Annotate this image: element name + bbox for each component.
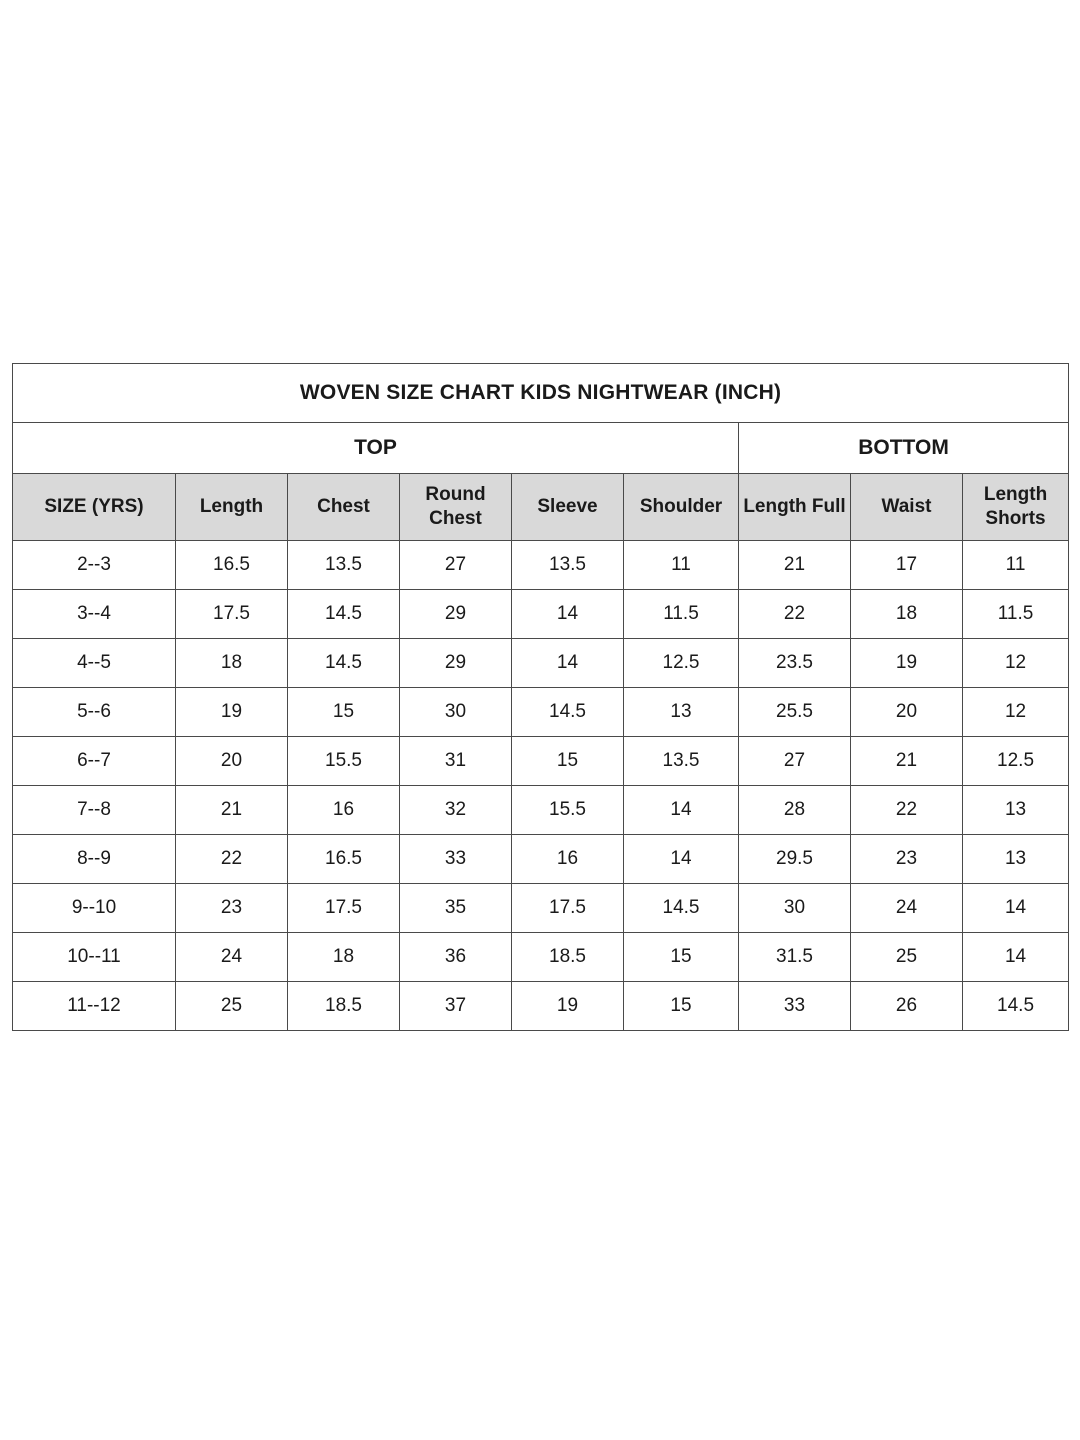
cell-waist: 19 bbox=[851, 639, 963, 688]
cell-shoulder: 12.5 bbox=[624, 639, 739, 688]
cell-length-shorts: 13 bbox=[963, 835, 1069, 884]
cell-chest: 18 bbox=[288, 933, 400, 982]
group-header-bottom: BOTTOM bbox=[739, 423, 1069, 474]
cell-sleeve: 14 bbox=[512, 639, 624, 688]
cell-chest: 16 bbox=[288, 786, 400, 835]
cell-length-full: 33 bbox=[739, 982, 851, 1031]
cell-length-shorts: 14 bbox=[963, 884, 1069, 933]
column-header-size: SIZE (YRS) bbox=[13, 474, 176, 541]
cell-size: 10--11 bbox=[13, 933, 176, 982]
table-row bbox=[13, 835, 1069, 884]
cell-round-chest: 29 bbox=[400, 639, 512, 688]
cell-sleeve: 19 bbox=[512, 982, 624, 1031]
cell-round-chest: 30 bbox=[400, 688, 512, 737]
column-header-length-full: Length Full bbox=[739, 474, 851, 541]
cell-waist: 22 bbox=[851, 786, 963, 835]
cell-chest: 17.5 bbox=[288, 884, 400, 933]
cell-size: 3--4 bbox=[13, 590, 176, 639]
table-title-row bbox=[13, 364, 1069, 423]
cell-shoulder: 15 bbox=[624, 982, 739, 1031]
table-body bbox=[13, 364, 1069, 1031]
cell-waist: 26 bbox=[851, 982, 963, 1031]
column-header-shoulder: Shoulder bbox=[624, 474, 739, 541]
cell-length-full: 30 bbox=[739, 884, 851, 933]
cell-length-shorts: 12 bbox=[963, 639, 1069, 688]
cell-sleeve: 18.5 bbox=[512, 933, 624, 982]
cell-size: 9--10 bbox=[13, 884, 176, 933]
cell-length-full: 22 bbox=[739, 590, 851, 639]
cell-waist: 25 bbox=[851, 933, 963, 982]
cell-length-full: 21 bbox=[739, 541, 851, 590]
column-header-sleeve: Sleeve bbox=[512, 474, 624, 541]
column-header-round-chest: Round Chest bbox=[400, 474, 512, 541]
cell-round-chest: 27 bbox=[400, 541, 512, 590]
cell-length-full: 29.5 bbox=[739, 835, 851, 884]
cell-size: 11--12 bbox=[13, 982, 176, 1031]
cell-round-chest: 37 bbox=[400, 982, 512, 1031]
cell-chest: 15.5 bbox=[288, 737, 400, 786]
cell-chest: 15 bbox=[288, 688, 400, 737]
group-header-row bbox=[13, 423, 1069, 474]
cell-sleeve: 16 bbox=[512, 835, 624, 884]
cell-length: 24 bbox=[176, 933, 288, 982]
cell-sleeve: 15.5 bbox=[512, 786, 624, 835]
cell-waist: 21 bbox=[851, 737, 963, 786]
cell-length: 19 bbox=[176, 688, 288, 737]
cell-size: 4--5 bbox=[13, 639, 176, 688]
cell-shoulder: 14.5 bbox=[624, 884, 739, 933]
cell-round-chest: 32 bbox=[400, 786, 512, 835]
table-row bbox=[13, 590, 1069, 639]
cell-waist: 23 bbox=[851, 835, 963, 884]
group-header-top: TOP bbox=[13, 423, 739, 474]
column-header-waist: Waist bbox=[851, 474, 963, 541]
table-row bbox=[13, 884, 1069, 933]
cell-size: 5--6 bbox=[13, 688, 176, 737]
cell-round-chest: 36 bbox=[400, 933, 512, 982]
size-chart-table bbox=[12, 363, 1069, 1031]
cell-length-shorts: 14 bbox=[963, 933, 1069, 982]
column-header-length: Length bbox=[176, 474, 288, 541]
cell-chest: 16.5 bbox=[288, 835, 400, 884]
column-header-chest: Chest bbox=[288, 474, 400, 541]
cell-round-chest: 35 bbox=[400, 884, 512, 933]
cell-chest: 18.5 bbox=[288, 982, 400, 1031]
column-header-length-shorts: Length Shorts bbox=[963, 474, 1069, 541]
cell-length: 17.5 bbox=[176, 590, 288, 639]
table-row bbox=[13, 639, 1069, 688]
cell-shoulder: 13 bbox=[624, 688, 739, 737]
cell-waist: 17 bbox=[851, 541, 963, 590]
cell-length-full: 23.5 bbox=[739, 639, 851, 688]
cell-sleeve: 13.5 bbox=[512, 541, 624, 590]
cell-length-shorts: 11 bbox=[963, 541, 1069, 590]
table-row bbox=[13, 541, 1069, 590]
cell-chest: 14.5 bbox=[288, 590, 400, 639]
cell-size: 7--8 bbox=[13, 786, 176, 835]
cell-waist: 20 bbox=[851, 688, 963, 737]
cell-length: 23 bbox=[176, 884, 288, 933]
table-row bbox=[13, 982, 1069, 1031]
cell-length: 21 bbox=[176, 786, 288, 835]
cell-round-chest: 31 bbox=[400, 737, 512, 786]
cell-chest: 14.5 bbox=[288, 639, 400, 688]
cell-length-shorts: 11.5 bbox=[963, 590, 1069, 639]
cell-shoulder: 14 bbox=[624, 786, 739, 835]
cell-chest: 13.5 bbox=[288, 541, 400, 590]
cell-length: 16.5 bbox=[176, 541, 288, 590]
cell-length: 20 bbox=[176, 737, 288, 786]
cell-shoulder: 11.5 bbox=[624, 590, 739, 639]
cell-length-shorts: 14.5 bbox=[963, 982, 1069, 1031]
cell-sleeve: 17.5 bbox=[512, 884, 624, 933]
cell-length-shorts: 12 bbox=[963, 688, 1069, 737]
cell-shoulder: 13.5 bbox=[624, 737, 739, 786]
table-row bbox=[13, 933, 1069, 982]
cell-round-chest: 29 bbox=[400, 590, 512, 639]
cell-shoulder: 14 bbox=[624, 835, 739, 884]
cell-sleeve: 15 bbox=[512, 737, 624, 786]
cell-length-full: 31.5 bbox=[739, 933, 851, 982]
cell-length: 18 bbox=[176, 639, 288, 688]
cell-shoulder: 11 bbox=[624, 541, 739, 590]
cell-length-shorts: 13 bbox=[963, 786, 1069, 835]
cell-length-full: 28 bbox=[739, 786, 851, 835]
cell-sleeve: 14.5 bbox=[512, 688, 624, 737]
chart-title: WOVEN SIZE CHART KIDS NIGHTWEAR (INCH) bbox=[13, 364, 1069, 423]
cell-sleeve: 14 bbox=[512, 590, 624, 639]
cell-length-shorts: 12.5 bbox=[963, 737, 1069, 786]
cell-waist: 24 bbox=[851, 884, 963, 933]
cell-round-chest: 33 bbox=[400, 835, 512, 884]
table-row bbox=[13, 688, 1069, 737]
cell-waist: 18 bbox=[851, 590, 963, 639]
size-chart-container bbox=[12, 363, 1068, 1031]
cell-size: 2--3 bbox=[13, 541, 176, 590]
cell-size: 6--7 bbox=[13, 737, 176, 786]
cell-length-full: 27 bbox=[739, 737, 851, 786]
cell-size: 8--9 bbox=[13, 835, 176, 884]
column-header-row bbox=[13, 474, 1069, 541]
table-row bbox=[13, 737, 1069, 786]
cell-length: 25 bbox=[176, 982, 288, 1031]
table-row bbox=[13, 786, 1069, 835]
cell-length-full: 25.5 bbox=[739, 688, 851, 737]
cell-shoulder: 15 bbox=[624, 933, 739, 982]
cell-length: 22 bbox=[176, 835, 288, 884]
